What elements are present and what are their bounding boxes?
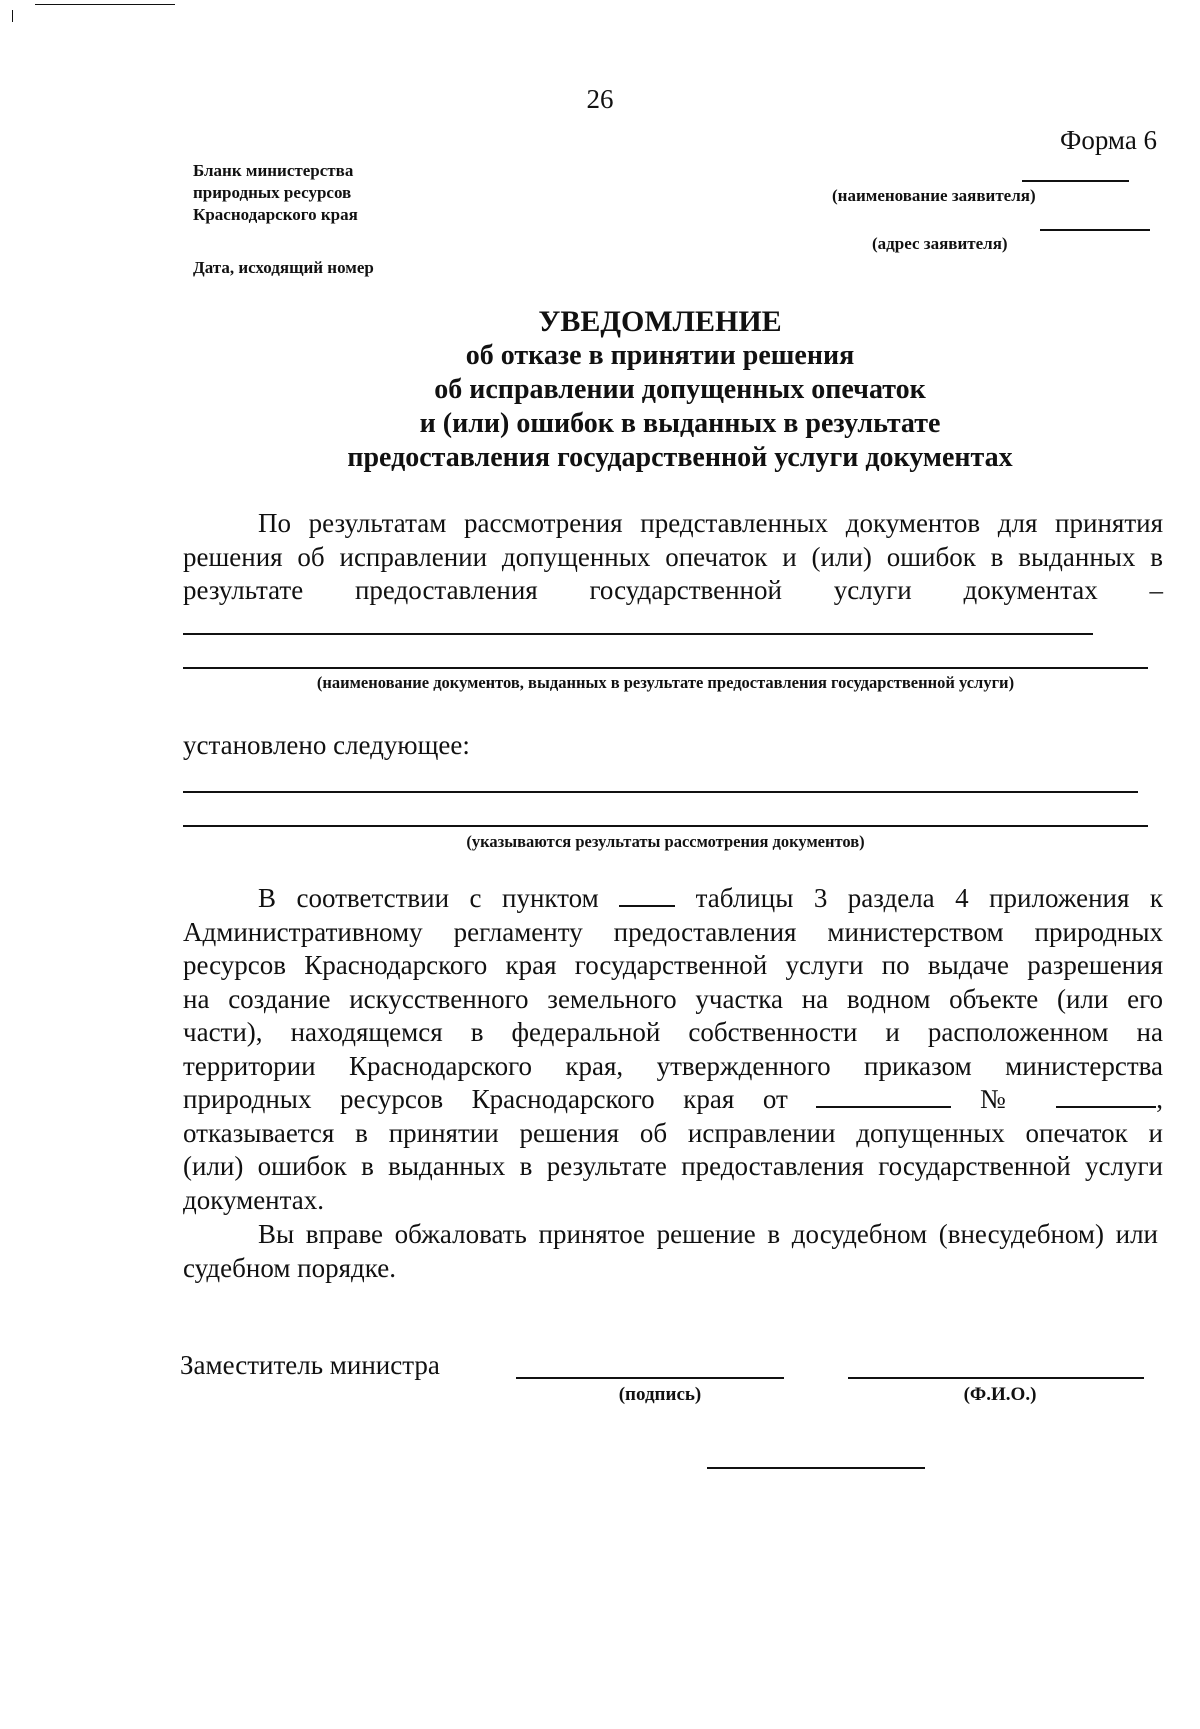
scan-artifact-mark: [12, 10, 13, 22]
paragraph-1: [183, 507, 1163, 608]
applicant-name-line: [1022, 180, 1129, 182]
para2-line3: ресурсов Краснодарского края государственной услуги по выдаче разрешения: [183, 950, 1163, 980]
title-line3: и (или) ошибок в выданных в результате: [419, 408, 941, 439]
para2-line10: документах.: [183, 1184, 324, 1215]
full-name-caption: (Ф.И.О.): [963, 1384, 1037, 1405]
para2-line1-end: таблицы 3 раздела 4 приложения к: [695, 883, 1164, 913]
para1-line3: результате предоставления государственной услуги документах –: [183, 575, 1163, 605]
applicant-address-line: [1040, 229, 1150, 231]
scan-artifact-line: [35, 4, 175, 5]
title-main: УВЕДОМЛЕНИЕ: [538, 305, 782, 338]
letterhead-line1: Бланк министерства: [193, 161, 354, 180]
title-line2: об исправлении допущенных опечаток: [434, 374, 926, 405]
page-number: 26: [586, 84, 614, 114]
paragraph-3: [183, 1218, 1158, 1285]
full-name-line: [848, 1377, 1144, 1379]
signature-line: [516, 1377, 784, 1379]
para2-line9: (или) ошибок в выданных в результате предоставления государственной услуги: [183, 1151, 1163, 1181]
para2-line8: отказывается в принятии решения об исправлении допущенных опечаток и: [183, 1117, 1163, 1148]
para1-line1: По результатам рассмотрения представленных документов для принятия: [258, 508, 1163, 538]
paragraph-2: [183, 882, 1163, 1217]
para1-line2: решения об исправлении допущенных опечаток и (или) ошибок в выданных в: [183, 541, 1163, 572]
applicant-name-caption: (наименование заявителя): [832, 186, 1036, 205]
para2-line1-start: В соответствии с пунктом: [258, 883, 599, 913]
documents-blank-line-1: [183, 633, 1093, 635]
para2-line6: территории Краснодарского края, утвержденного приказом министерства: [183, 1050, 1163, 1081]
documents-blank-line-2: [183, 667, 1148, 669]
para2-line2: Административному регламенту предоставления министерством природных: [183, 916, 1163, 947]
established-label: установлено следующее:: [183, 730, 470, 760]
para3-line1: Вы вправе обжаловать принятое решение в досудебном (внесудебном) или: [258, 1219, 1158, 1249]
number-sign: №: [980, 1084, 1028, 1114]
para2-line5: части), находящемся в федеральной собственности и расположенном на: [183, 1017, 1163, 1047]
para3-line2: судебном порядке.: [183, 1252, 396, 1283]
results-blank-line-1: [183, 791, 1138, 793]
letterhead-line2: природных ресурсов: [193, 183, 352, 202]
document-title: [320, 305, 1040, 475]
para2-line7-start: природных ресурсов Краснодарского края от: [183, 1084, 788, 1114]
clause-number-blank: [619, 883, 675, 907]
applicant-address-caption: (адрес заявителя): [872, 234, 1008, 253]
documents-caption: (наименование документов, выданных в результате предоставления государственной услуги): [316, 673, 1015, 692]
form-label: Форма 6: [1060, 125, 1158, 155]
para2-line7: [183, 1083, 1163, 1117]
title-line1: об отказе в принятии решения: [465, 340, 855, 371]
signature-caption: (подпись): [618, 1384, 702, 1405]
para2-line7-comma: ,: [1156, 1084, 1164, 1114]
letterhead-block: [193, 160, 358, 226]
order-number-blank-line: [1056, 1084, 1156, 1108]
para2-line1: [183, 882, 1163, 916]
para2-line4: на создание искусственного земельного участка на водном объекте (или его: [183, 983, 1163, 1014]
order-number-blank: [1056, 1084, 1163, 1114]
title-line4: предоставления государственной услуги документах: [347, 442, 1013, 473]
date-reference: Дата, исходящий номер: [193, 258, 374, 277]
results-blank-line-2: [183, 825, 1148, 827]
signatory-position: Заместитель министра: [180, 1350, 440, 1380]
order-date-blank: [816, 1084, 951, 1108]
closing-rule: [707, 1467, 925, 1469]
letterhead-line3: Краснодарского края: [193, 205, 358, 224]
results-caption: (указываются результаты рассмотрения документов): [466, 832, 865, 851]
